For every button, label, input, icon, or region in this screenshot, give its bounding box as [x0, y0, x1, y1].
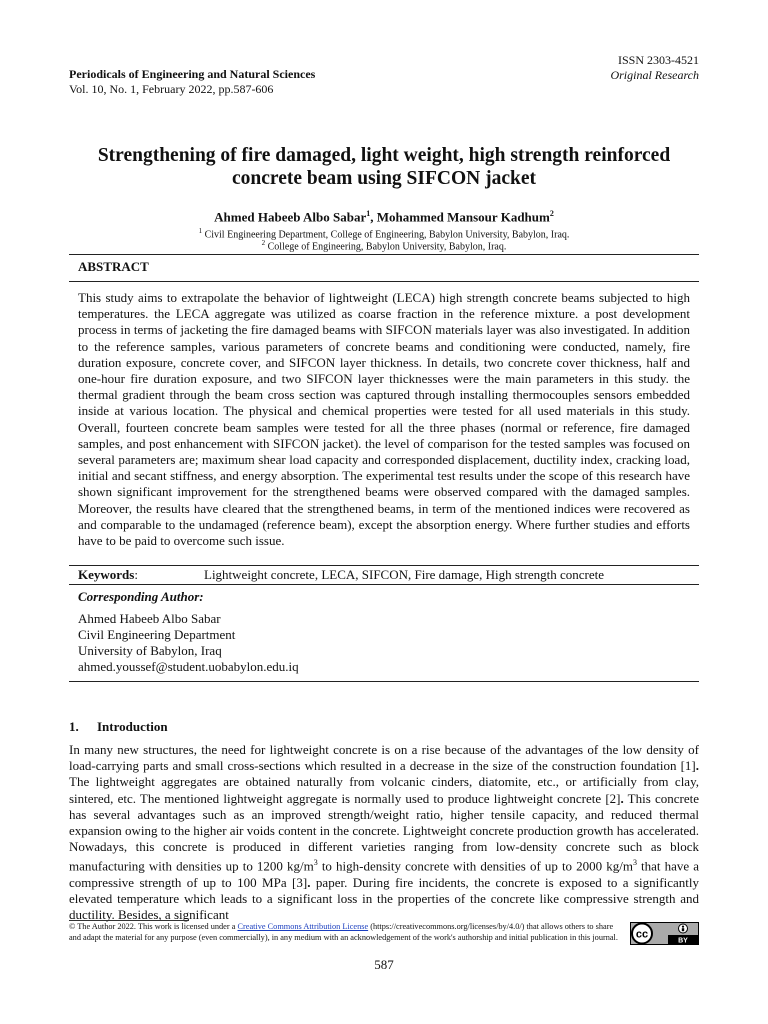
paper-title: Strengthening of fire damaged, light weight, high strength reinforced concrete beam using SIFCON jacket: [97, 145, 671, 189]
section-title: Introduction: [97, 719, 168, 734]
cc-by-license-icon: [630, 922, 699, 945]
author-affil-marker: 1: [366, 209, 371, 218]
keywords-colon: :: [134, 567, 138, 582]
intro-text: to high-density concrete with densities of up to 2000 kg/m: [317, 858, 633, 874]
journal-header: [69, 67, 315, 97]
journal-issn-block: [610, 53, 699, 83]
front-matter-bottom-rule: [69, 681, 699, 682]
affiliation-marker: 2: [261, 239, 266, 247]
footnote-rule: [69, 920, 189, 921]
intro-period: .: [695, 758, 699, 774]
unit-superscript: 3: [313, 858, 318, 868]
corresponding-author-department: Civil Engineering Department: [78, 627, 236, 642]
intro-period: .: [620, 790, 624, 806]
issn: ISSN 2303-4521: [617, 53, 699, 67]
author-list: [69, 209, 699, 225]
author-name: Mohammed Mansour Kadhum: [376, 209, 550, 225]
keywords-top-rule: [69, 565, 699, 566]
corresponding-author-email: ahmed.youssef@student.uobabylon.edu.iq: [78, 659, 299, 674]
affiliation-marker: 1: [198, 227, 203, 235]
intro-text: paper. During fire incidents, the concrete is exposed to a significantly elevated temperature which leads to a significant loss in the properties of the concrete like compressive strength and ductility. Besides, a significant: [69, 874, 699, 923]
unit-superscript: 3: [632, 858, 637, 868]
section-number: 1.: [69, 719, 79, 734]
keywords-value: Lightweight concrete, LECA, SIFCON, Fire damage, High strength concrete: [204, 567, 605, 582]
abstract-heading: ABSTRACT: [78, 259, 149, 274]
affiliation-text: Civil Engineering Department, College of Engineering, Babylon University, Babylon, Iraq.: [202, 229, 570, 241]
section-heading: [69, 719, 168, 735]
intro-text: The lightweight aggregates are obtained naturally from volcanic cinders, diatomite, etc., or artificially from clay, sintered, etc. The mentioned lightweight aggregate is normally used to produce lightweight concrete [2]: [69, 774, 699, 806]
license-link[interactable]: Creative Commons Attribution License: [237, 922, 369, 931]
page-number: 587: [374, 957, 394, 972]
cc-badge-text: cc: [635, 928, 649, 941]
intro-text: In many new structures, the need for lightweight concrete is on a rise because of the advantages of the low density of load-carrying parts and small cross-sections which resulted in a decrease in the size of the construction foundation [1]: [69, 742, 699, 774]
abstract-top-rule: [69, 254, 699, 255]
corresponding-author-name: Ahmed Habeeb Albo Sabar: [78, 611, 221, 626]
journal-name: Periodicals of Engineering and Natural Sciences: [69, 67, 316, 81]
corresponding-author-university: University of Babylon, Iraq: [78, 643, 222, 658]
intro-text: that have a compressive strength of up to 100 MPa [3]: [69, 858, 699, 890]
author-separator: ,: [370, 209, 377, 225]
intro-period: .: [307, 874, 311, 890]
keywords-label-text: Keywords: [78, 567, 135, 582]
intro-text: This concrete has several advantages such as an improved strength/weight ratio, higher tensile capacity, and reduced thermal expansion owing to the higher air voids content in the concrete. Lightweight concrete production growth has accelerated. Nowadays, this concrete is produced in different varieties ranging from low-density concrete such as block manufacturing with densities up to 1200 kg/m: [69, 790, 699, 874]
license-prefix: © The Author 2022. This work is licensed under a: [69, 922, 238, 931]
author-affil-marker: 2: [549, 209, 554, 218]
keywords-label: [78, 567, 138, 583]
abstract-heading-rule: [69, 281, 699, 282]
keywords-bottom-rule: [69, 584, 699, 585]
abstract-text: This study aims to extrapolate the behavior of lightweight (LECA) high strength concrete beams subjected to high temperatures. the LECA aggregate was utilized as coarse fraction in the reference mixture. a post development process in terms of jacketing the fire damaged beams with SIFCON materials layer was also investigated. In addition to the reference samples, various parameters of concrete beams and conditioning were conducted, namely, fire duration exposure, concrete cover, and SIFCON layer thickness. In details, two concrete cover thickness, half and one-hour fire duration exposure, and two SIFCON layer thicknesses were the main parameters in this study. the thermal gradient through the beam cross section was captured through installing thermocouples sensors embedded inside at various location. The physical and chemical properties were tested for all used materials in this study. Overall, fourteen concrete beam samples were tested for all the three phases (normal or reference, fire damaged samples, and post enhancement with SIFCON jacket). the level of comparison for the tested samples was focused on several parameters are; maximum shear load capacity and corresponded displacement, ductility index, cracking load, initial and secant stiffness, and energy absorption. The experimental test results under the scope of this research have shown significant improvement for the strengthened beams were observed compared with the damaged samples. Moreover, the results have cleared that the strengthened beams, in term of the mentioned indices were recovered as and comparable to the undamaged (reference beam), except the absorption energy. Where further studies and efforts have to be paid to overcome such issue.: [78, 290, 690, 549]
volume-info: Vol. 10, No. 1, February 2022, pp.587-606: [69, 82, 274, 96]
corresponding-author-heading: Corresponding Author:: [78, 589, 204, 604]
article-type: Original Research: [610, 68, 699, 82]
author-name: Ahmed Habeeb Albo Sabar: [214, 209, 367, 225]
cc-badge-label: BY: [678, 937, 688, 945]
license-footnote: [69, 922, 621, 943]
affiliation: [69, 237, 699, 253]
introduction-paragraph: [69, 742, 699, 924]
license-suffix: (https://creativecommons.org/licenses/by/4.0/) that allows others to share and adapt the material for any purpose (even commercially), in any medium with an acknowledgement of the work's authorship and initial publication in this journal.: [69, 922, 618, 942]
affiliation-text: College of Engineering, Babylon University, Babylon, Iraq.: [265, 241, 507, 253]
